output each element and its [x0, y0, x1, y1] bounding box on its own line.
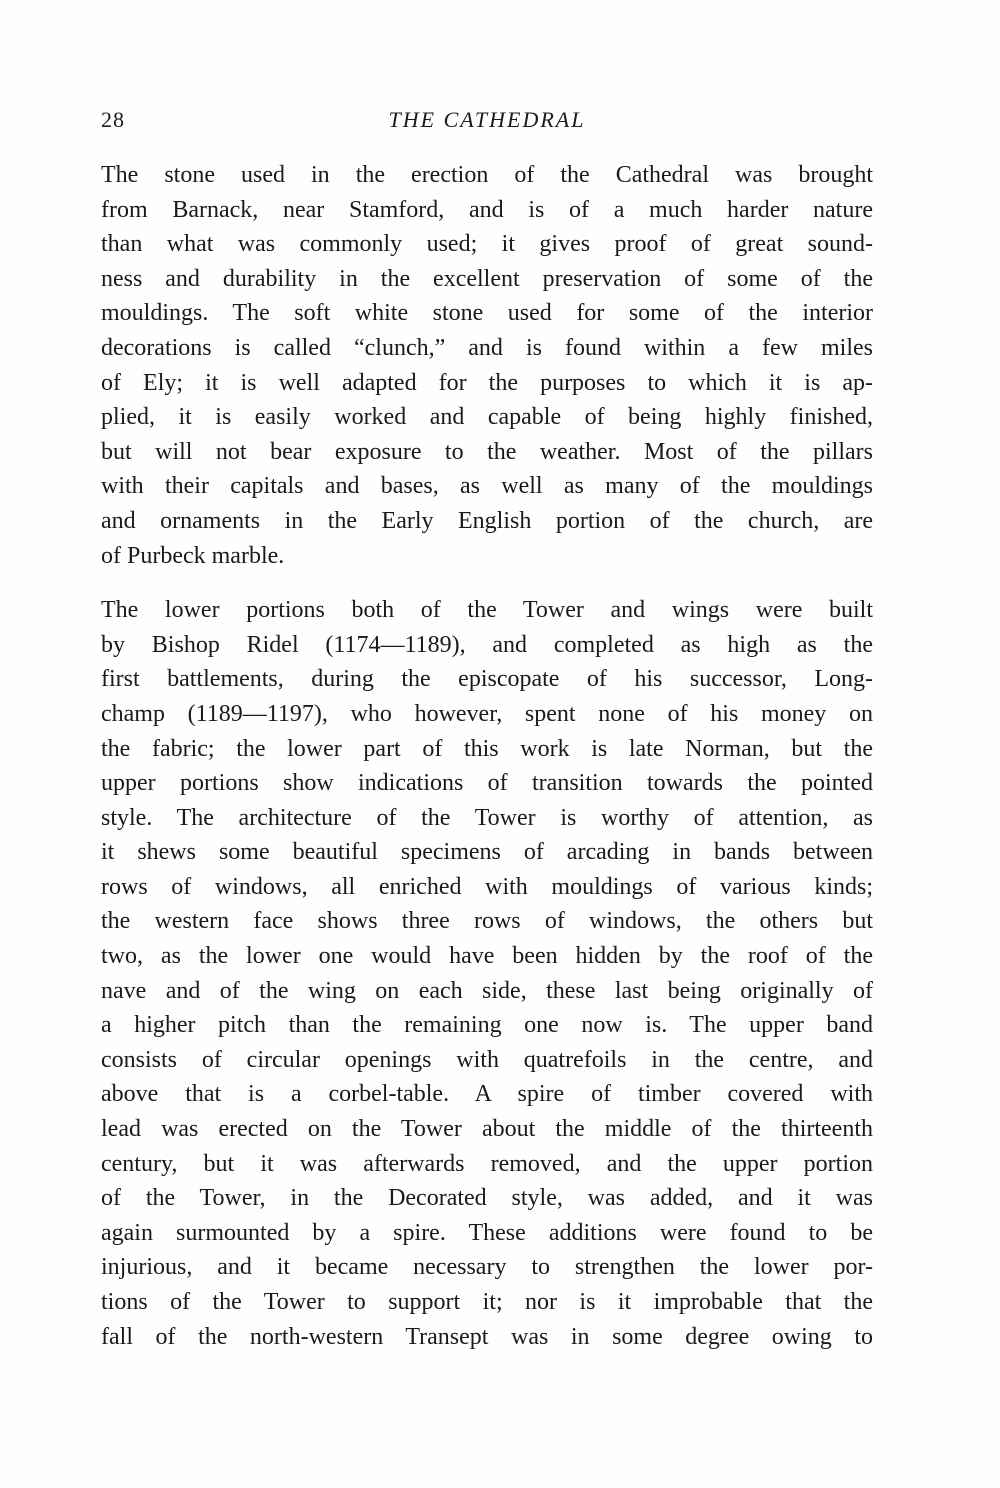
text-line: rows of windows, all enriched with mouldings of various kinds; — [101, 873, 873, 900]
text-line: above that is a corbel-table. A spire of timber covered with — [101, 1081, 873, 1108]
page-number: 28 — [101, 107, 125, 132]
text-line: nave and of the wing on each side, these last being originally of — [101, 977, 873, 1004]
text-line: the fabric; the lower part of this work is late Norman, but the — [101, 735, 873, 762]
paragraph-2 — [101, 593, 873, 1354]
paragraph-1 — [101, 158, 873, 573]
text-line: tions of the Tower to support it; nor is it improbable that the — [101, 1289, 873, 1315]
text-line: two, as the lower one would have been hidden by the roof of the — [101, 943, 873, 970]
text-line: from Barnack, near Stamford, and is of a much harder nature — [101, 196, 873, 223]
text-line: style. The architecture of the Tower is worthy of attention, as — [101, 804, 873, 831]
text-line: of Ely; it is well adapted for the purposes to which it is ap- — [101, 369, 873, 396]
text-line: upper portions show indications of transition towards the pointed — [101, 770, 873, 797]
text-line: of the Tower, in the Decorated style, was added, and it was — [101, 1185, 873, 1212]
text-line: than what was commonly used; it gives proof of great sound- — [101, 231, 873, 258]
text-line: champ (1189—1197), who however, spent none of his money on — [101, 700, 873, 727]
page-header — [101, 107, 873, 139]
text-line: with their capitals and bases, as well as many of the mouldings — [101, 473, 873, 500]
text-line: by Bishop Ridel (1174—1189), and completed as high as the — [101, 631, 873, 658]
text-line: lead was erected on the Tower about the middle of the thirteenth — [101, 1116, 873, 1143]
text-line: and ornaments in the Early English portion of the church, are — [101, 507, 873, 534]
text-line: fall of the north-western Transept was in some degree owing to — [101, 1323, 873, 1350]
text-line: a higher pitch than the remaining one now is. The upper band — [101, 1012, 873, 1039]
text-line: The stone used in the erection of the Cathedral was brought — [101, 162, 873, 188]
text-line: the western face shows three rows of windows, the others but — [101, 908, 873, 935]
text-line: of Purbeck marble. — [101, 542, 285, 569]
text-line: ness and durability in the excellent preservation of some of the — [101, 265, 873, 292]
text-line: mouldings. The soft white stone used for some of the interior — [101, 300, 873, 327]
text-line: but will not bear exposure to the weather. Most of the pillars — [101, 438, 873, 465]
text-line: consists of circular openings with quatrefoils in the centre, and — [101, 1046, 873, 1073]
text-line: century, but it was afterwards removed, and the upper portion — [101, 1150, 873, 1177]
text-line: decorations is called “clunch,” and is found within a few miles — [101, 334, 873, 361]
body-text — [101, 158, 873, 1354]
text-line: The lower portions both of the Tower and wings were built — [101, 597, 873, 624]
text-line: injurious, and it became necessary to strengthen the lower por- — [101, 1254, 873, 1281]
text-line: again surmounted by a spire. These additions were found to be — [101, 1219, 873, 1246]
text-line: it shews some beautiful specimens of arcading in bands between — [101, 839, 873, 866]
running-title: THE CATHEDRAL — [388, 107, 586, 132]
text-line: plied, it is easily worked and capable of being highly finished, — [101, 404, 873, 431]
text-line: first battlements, during the episcopate of his successor, Long- — [101, 666, 873, 693]
